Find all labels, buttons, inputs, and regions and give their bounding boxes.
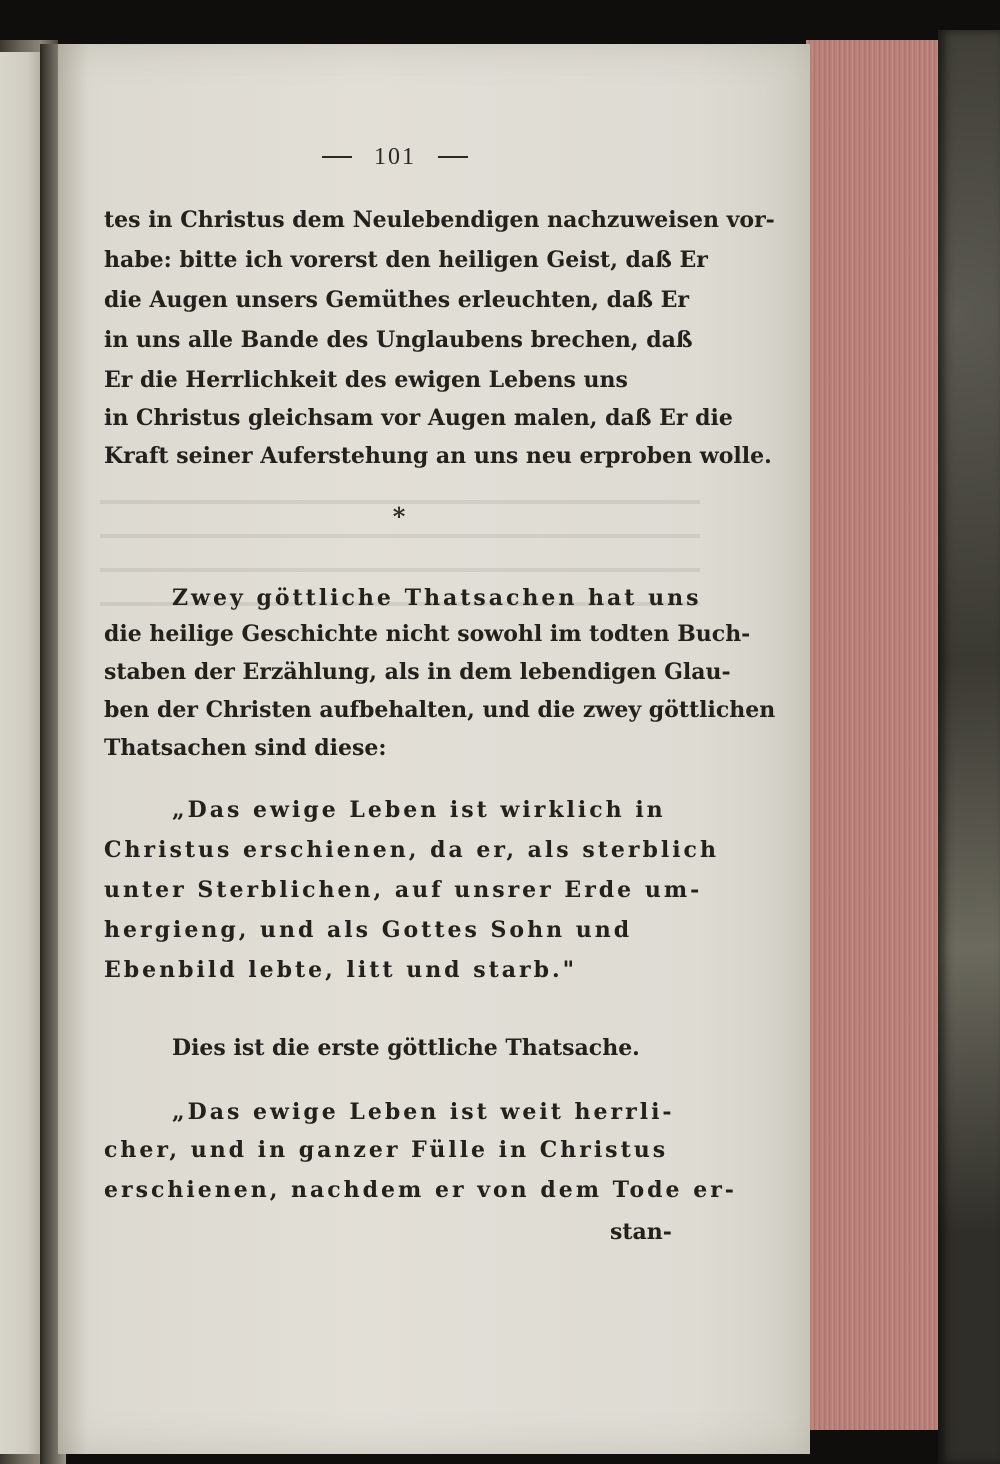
- text-line: hergieng, und als Gottes Sohn und: [104, 917, 633, 943]
- text-line: „Das ewige Leben ist weit herrli-: [172, 1099, 675, 1125]
- text-line: in uns alle Bande des Unglaubens brechen, daß: [104, 327, 693, 353]
- text-line: Ebenbild lebte, litt und starb.": [104, 957, 578, 983]
- running-header: [300, 140, 490, 174]
- text-line: habe: bitte ich vorerst den heiligen Geist, daß Er: [104, 247, 708, 273]
- text-line: ben der Christen aufbehalten, und die zwey göttlichen: [104, 697, 776, 723]
- text-line: Thatsachen sind diese:: [104, 735, 387, 761]
- text-line: Zwey göttliche Thatsachen hat uns: [172, 585, 702, 611]
- text-line: Er die Herrlichkeit des ewigen Lebens uns: [104, 367, 628, 393]
- page-edges: [806, 40, 952, 1430]
- text-line: in Christus gleichsam vor Augen malen, daß Er die: [104, 405, 733, 431]
- text-line: Christus erschienen, da er, als sterblich: [104, 837, 719, 863]
- text-line: die Augen unsers Gemüthes erleuchten, daß Er: [104, 287, 689, 313]
- header-dash-left: [322, 156, 352, 158]
- text-line: tes in Christus dem Neulebendigen nachzuweisen vor-: [104, 207, 775, 233]
- section-ornament: *: [392, 502, 406, 531]
- text-line: „Das ewige Leben ist wirklich in: [172, 797, 666, 823]
- text-line: Kraft seiner Auferstehung an uns neu erproben wolle.: [104, 443, 772, 469]
- text-line: staben der Erzählung, als in dem lebendigen Glau-: [104, 659, 731, 685]
- marbled-board: [938, 30, 1000, 1464]
- page-number: 101: [374, 143, 416, 170]
- text-line: Dies ist die erste göttliche Thatsache.: [172, 1035, 640, 1061]
- text-line: erschienen, nachdem er von dem Tode er-: [104, 1177, 737, 1203]
- catchword: stan-: [610, 1219, 672, 1245]
- text-line: die heilige Geschichte nicht sowohl im todten Buch-: [104, 621, 751, 647]
- header-dash-right: [438, 156, 468, 158]
- text-line: cher, und in ganzer Fülle in Christus: [104, 1137, 669, 1163]
- text-line: unter Sterblichen, auf unsrer Erde um-: [104, 877, 703, 903]
